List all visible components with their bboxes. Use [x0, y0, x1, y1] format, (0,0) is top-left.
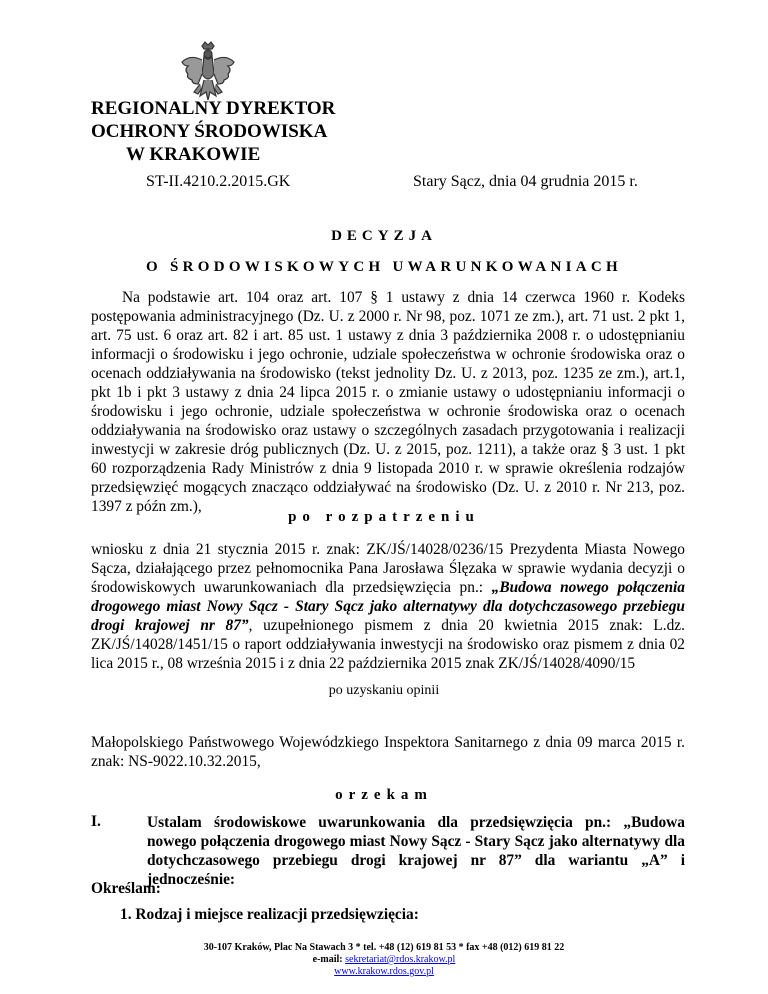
header-line-3: W KRAKOWIE [126, 144, 261, 165]
legal-basis-paragraph: Na podstawie art. 104 oraz art. 107 § 1 ustawy z dnia 14 czerwca 1960 r. Kodeks postępowania administracyjnego (Dz. U. z 2000 r. Nr 98, poz. 1071 ze zm.), art. 71 ust. 2 pkt 1, art. 75 ust. 6 oraz art. 82 i art. 85 ust. 1 ustawy z dnia 3 października 2008 r. o udostępnianiu informacji o środowisku i jego ochronie, udziale społeczeństwa w ochronie środowiska oraz o ocenach oddziaływania na środowisko (tekst jednolity Dz. U. z 2013, poz. 1235 ze zm.), art.1, pkt 1b i pkt 3 ustawy z dnia 24 lipca 2015 r. o zmianie ustawy o udostępnianiu informacji o środowisku i jego ochronie, udziale społeczeństwa w ochronie środowiska oraz o ocenach oddziaływania na środowisko oraz ustawy o szczególnych zasadach przygotowania i realizacji inwestycji w zakresie dróg publicznych (Dz. U. z 2015, poz. 1211), a także oraz § 3 ust. 1 pkt 60 rozporządzenia Rady Ministrów z dnia 9 listopada 2010 r. w sprawie określenia rodzajów przedsięwzięć mogących znacząco oddziaływać na środowisko (Dz. U. z 2010 r. Nr 213, poz. 1397 z późn zm.), [91, 289, 685, 515]
footer-address: 30-107 Kraków, Plac Na Stawach 3 * tel. +48 (12) 619 81 53 * fax +48 (012) 619 81 22 [203, 942, 565, 953]
application-paragraph [91, 540, 685, 673]
application-text-after: , uzupełnionego pismem z dnia 20 kwietnia 2015 znak: L.dz. ZK/JŚ/14028/1451/15 o raport oddziaływania inwestycji na środowisko oraz pismem z dnia 02 lica 2015 r., 08 września 2015 i z dnia 22 października 2015 znak ZK/JŚ/14028/4090/15 [91, 617, 685, 672]
list-item: 1. Rodzaj i miejsce realizacji przedsięwzięcia: [120, 906, 419, 923]
header-line-1: REGIONALNY DYREKTOR [91, 98, 336, 119]
po-rozpatrzeniu-heading: po rozpatrzeniu [288, 509, 480, 525]
item-number: I. [91, 813, 101, 830]
footer-email-label: e-mail: [312, 954, 343, 965]
decision-title: DECYZJA [331, 228, 437, 244]
authority-header [91, 97, 335, 166]
inspector-opinion-paragraph: Małopolskiego Państwowego Wojewódzkiego Inspektora Sanitarnego z dnia 09 marca 2015 r. znak: NS-9022.10.32.2015, [91, 734, 685, 770]
footer [0, 942, 768, 978]
decision-subtitle: O ŚRODOWISKOWYCH UWARUNKOWANIACH [146, 259, 622, 275]
item-text: Ustalam środowiskowe uwarunkowania dla przedsięwzięcia pn.: „Budowa nowego połączenia drogowego miast Nowy Sącz - Stary Sącz jako alternatywy dla dotychczasowego przebiegu drogi krajowej nr 87” dla wariantu „A” i jednocześnie: [147, 814, 685, 888]
footer-website-link[interactable]: www.krakow.rdos.gov.pl [334, 966, 434, 977]
place-date: Stary Sącz, dnia 04 grudnia 2015 r. [413, 173, 638, 190]
footer-email-line [0, 954, 768, 966]
case-reference: ST-II.4210.2.2015.GK [146, 173, 291, 190]
opinion-label: po uzyskaniu opinii [328, 683, 440, 698]
header-line-2: OCHRONY ŚRODOWISKA [91, 121, 328, 142]
footer-website-line [0, 966, 768, 978]
okreslam-label: Określam: [91, 880, 161, 897]
application-text-before: wniosku z dnia 21 stycznia 2015 r. znak: ZK/JŚ/14028/0236/15 Prezydenta Miasta Nowego Sącza, działającego przez pełnomocnika Pana Jarosława Ślęzaka w sprawie wydania decyzji o środowiskowych uwarunkowaniach dla przedsięwzięcia pn.: [91, 541, 685, 596]
footer-email-link[interactable]: sekretariat@rdos.krakow.pl [345, 954, 456, 965]
orzekam-heading: orzekam [335, 787, 433, 803]
project-name-emphasis: „Budowa nowego połączenia drogowego miast Nowy Sącz - Stary Sącz jako alternatywy dla dotychczasowego przebiegu drogi krajowej nr 87” [91, 579, 685, 634]
